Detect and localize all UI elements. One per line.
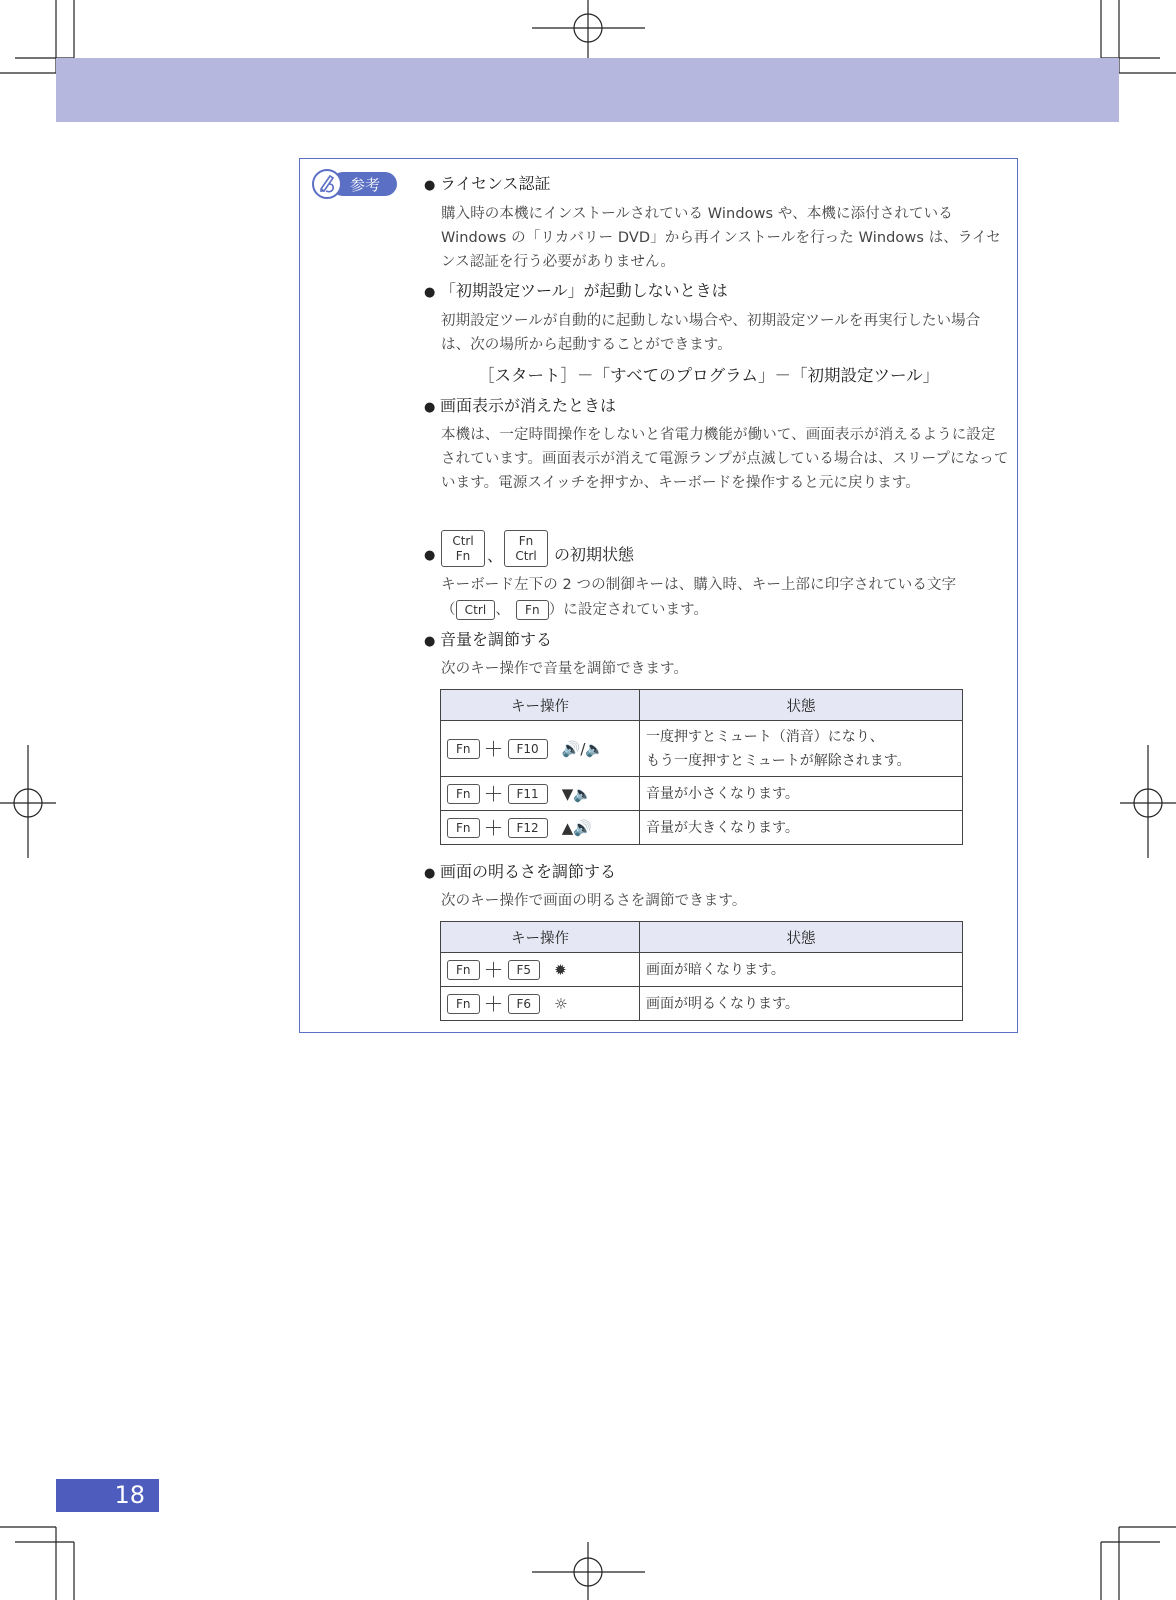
section-body: 次のキー操作で画面の明るさを調節できます。 <box>441 893 747 909</box>
volume-up-icon: ▲🔊 <box>561 818 592 837</box>
table-row: Fn ＋ F6 ☼ 画面が明るくなります。 <box>441 987 963 1021</box>
ctrl-fn-key: Ctrl Fn <box>441 530 485 567</box>
section-body: 本機は、一定時間操作をしないと省電力機能が働いて、画面表示が消えるように設定されています。画面表示が消えて電源ランプが点滅している場合は、スリープになっています。電源スイッチを押すか、キーボードを操作すると元に戻ります。 <box>441 427 1009 491</box>
section-heading: ● 画面表示が消えたときは <box>424 396 616 418</box>
page-number: 18 <box>56 1479 159 1512</box>
table-row: Fn ＋ F11 ▼🔈 音量が小さくなります。 <box>441 777 963 811</box>
key-separator: 、 <box>487 546 504 565</box>
header-band <box>56 58 1119 122</box>
section-heading: の初期状態 <box>554 545 635 564</box>
table-row: Fn ＋ F10 🔊/🔈 一度押すとミュート（消音）になり、 もう一度押すとミュートが解除されます。 <box>441 721 963 777</box>
bullet-icon: ● <box>424 285 436 300</box>
bullet-icon: ● <box>424 548 436 563</box>
bullet-icon: ● <box>424 400 436 415</box>
section-body: キーボード左下の 2 つの制御キーは、購入時、キー上部に印字されている文字 <box>441 577 957 593</box>
section-heading: ● 音量を調節する <box>424 630 552 652</box>
brightness-down-icon: ✹ <box>554 960 567 979</box>
brightness-table <box>440 921 963 1021</box>
fn-key: Fn <box>447 739 480 759</box>
f11-key: F11 <box>508 784 548 804</box>
f6-key: F6 <box>508 994 541 1014</box>
section-body: 購入時の本機にインストールされている Windows や、本機に添付されている Windows の「リカバリー DVD」から再インストールを行った Windows は、ライセンス認証を行う必要がありません。 <box>441 206 1001 270</box>
note-badge-label: 参考 <box>349 176 381 194</box>
volume-table <box>440 689 963 845</box>
fn-key: Fn <box>516 600 549 620</box>
ctrl-key: Ctrl <box>456 600 496 620</box>
note-badge <box>311 169 401 199</box>
table-header: 状態 <box>640 922 963 953</box>
volume-down-icon: ▼🔈 <box>561 784 592 803</box>
section-heading: ● ライセンス認証 <box>424 174 551 196</box>
bullet-icon: ● <box>424 866 436 881</box>
section-heading: ● 画面の明るさを調節する <box>424 862 616 884</box>
table-header: キー操作 <box>441 690 640 721</box>
table-row: Fn ＋ F12 ▲🔊 音量が大きくなります。 <box>441 811 963 845</box>
fn-key: Fn <box>447 960 480 980</box>
fn-key: Fn <box>447 784 480 804</box>
f10-key: F10 <box>508 739 548 759</box>
brightness-up-icon: ☼ <box>554 994 568 1013</box>
fn-key: Fn <box>447 818 480 838</box>
section-heading: ● 「初期設定ツール」が起動しないときは <box>424 281 728 303</box>
fn-ctrl-key: Fn Ctrl <box>504 530 548 567</box>
table-header: 状態 <box>640 690 963 721</box>
table-header: キー操作 <box>441 922 640 953</box>
section-body: 初期設定ツールが自動的に起動しない場合や、初期設定ツールを再実行したい場合は、次の場所から起動することができます。 <box>441 313 981 353</box>
section-body: 次のキー操作で音量を調節できます。 <box>441 661 689 677</box>
bullet-icon: ● <box>424 634 436 649</box>
section-body-keys: （ Ctrl 、 Fn ）に設定されています。 <box>441 602 709 618</box>
table-row: Fn ＋ F5 ✹ 画面が暗くなります。 <box>441 953 963 987</box>
f12-key: F12 <box>508 818 548 838</box>
menu-path: ［スタート］－「すべてのプログラム」－「初期設定ツール」 <box>478 366 940 385</box>
bullet-icon: ● <box>424 178 436 193</box>
mute-icon: 🔊/🔈 <box>561 739 605 758</box>
f5-key: F5 <box>508 960 541 980</box>
fn-key: Fn <box>447 994 480 1014</box>
